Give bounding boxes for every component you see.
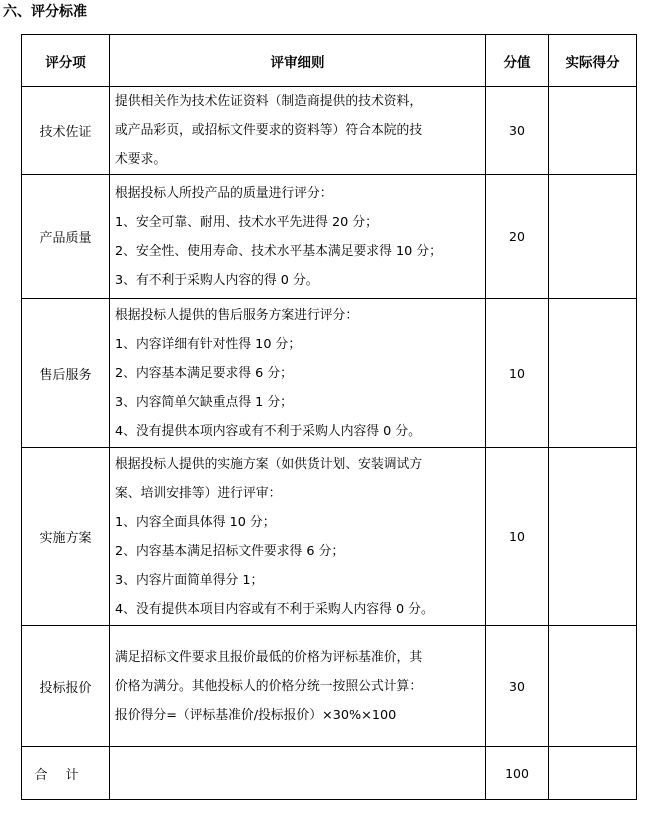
detail-line: 3、内容简单欠缺重点得 1 分； [115,394,293,410]
header-row [22,35,637,87]
detail-line: 或产品彩页，或招标文件要求的资料等）符合本院的技 [115,123,423,138]
table-row [22,299,637,448]
detail-line: 4、没有提供本项内容或有不利于采购人内容得 0 分。 [115,423,421,439]
table-row [22,626,637,747]
detail-line: 3、内容片面简单得分 1； [115,572,264,588]
total-row [22,747,637,800]
total-actual [549,747,637,800]
row-actual [549,448,637,626]
row-item: 产品质量 [22,175,110,299]
row-detail [110,626,486,747]
row-score: 20 [486,175,549,299]
detail-line: 1、安全可靠、耐用、技术水平先进得 20 分； [115,214,378,230]
detail-line: 2、内容基本满足要求得 6 分； [115,365,293,381]
header-score: 分值 [486,35,549,87]
total-label-text: 合计 [34,767,97,783]
row-item: 技术佐证 [22,87,110,175]
scoring-table [21,34,637,800]
detail-line: 报价得分=（评标基准价/投标报价）×30%×100 [115,707,397,723]
row-actual [549,87,637,175]
row-actual [549,299,637,448]
detail-line: 价格为满分。其他投标人的价格分统一按照公式计算： [115,678,423,694]
detail-line: 根据投标人提供的售后服务方案进行评分： [115,307,359,323]
table-row [22,175,637,299]
row-item: 投标报价 [22,626,110,747]
total-score: 100 [486,747,549,800]
detail-line: 2、内容基本满足招标文件要求得 6 分； [115,543,345,559]
row-score: 10 [486,448,549,626]
detail-line: 1、内容详细有针对性得 10 分； [115,336,302,352]
header-actual: 实际得分 [549,35,637,87]
row-actual [549,175,637,299]
header-detail: 评审细则 [110,35,486,87]
row-score: 30 [486,626,549,747]
header-item: 评分项 [22,35,110,87]
row-detail [110,175,486,299]
row-detail [110,299,486,448]
total-detail [110,747,486,800]
detail-line: 4、没有提供本项目内容或有不利于采购人内容得 0 分。 [115,601,434,617]
row-detail [110,87,486,175]
detail-line: 术要求。 [115,152,167,167]
row-item: 售后服务 [22,299,110,448]
row-score: 10 [486,299,549,448]
row-detail [110,448,486,626]
detail-line: 案、培训安排等）进行评审： [115,485,282,501]
total-label [22,747,110,800]
section-title: 六、评分标准 [3,4,87,20]
detail-line: 提供相关作为技术佐证资料（制造商提供的技术资料， [115,94,423,109]
row-score: 30 [486,87,549,175]
detail-line: 满足招标文件要求且报价最低的价格为评标基准价，其 [115,649,423,665]
detail-line: 3、有不利于采购人内容的得 0 分。 [115,272,319,288]
row-actual [549,626,637,747]
detail-line: 根据投标人所投产品的质量进行评分： [115,185,333,201]
detail-line: 2、安全性、使用寿命、技术水平基本满足要求得 10 分； [115,243,442,259]
table-row [22,87,637,175]
table-row [22,448,637,626]
row-item: 实施方案 [22,448,110,626]
detail-line: 1、内容全面具体得 10 分； [115,514,276,530]
detail-line: 根据投标人提供的实施方案（如供货计划、安装调试方 [115,456,423,472]
